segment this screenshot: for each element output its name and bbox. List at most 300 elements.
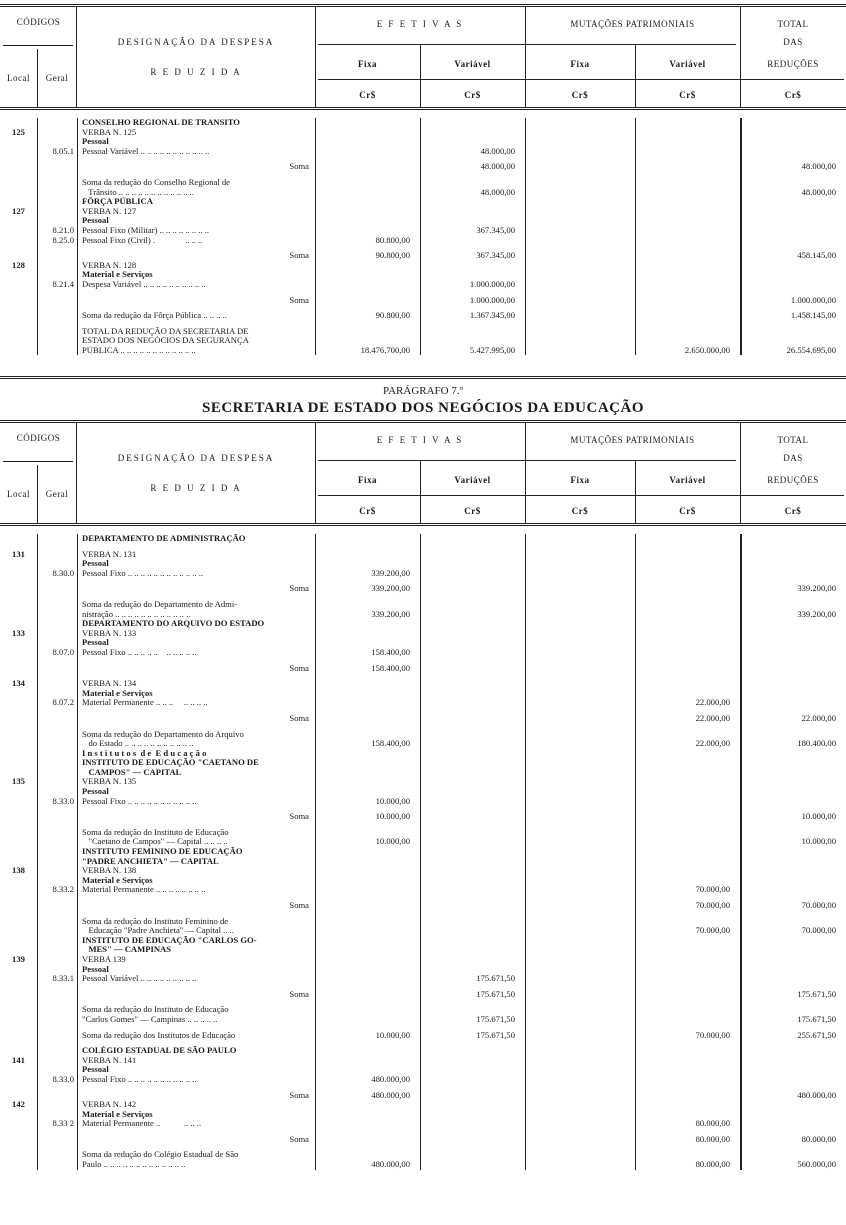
- efetivas-fixa-value: [315, 162, 420, 172]
- total-reducoes-value: 339.200,00: [740, 610, 846, 620]
- header-codigos: CÓDIGOS: [16, 433, 61, 443]
- mutacoes-fixa-value: [525, 739, 635, 749]
- designation: VERBA N. 131: [77, 550, 315, 560]
- mutacoes-variavel-value: [635, 749, 740, 759]
- header-reduzida: R E D U Z I D A: [150, 483, 242, 493]
- header-total: TOTAL: [777, 19, 809, 29]
- code-geral: 8.33.2: [37, 885, 77, 895]
- total-reducoes-value: [740, 866, 846, 876]
- efetivas-fixa-value: 480.000,00: [315, 1075, 420, 1085]
- mutacoes-fixa-value: [525, 648, 635, 658]
- code-geral: [37, 758, 77, 768]
- designation: Material e Serviços: [77, 1110, 315, 1120]
- code-geral: 8.07.0: [37, 648, 77, 658]
- mutacoes-fixa-value: [525, 188, 635, 198]
- table-row: [0, 730, 846, 740]
- efetivas-fixa-value: 480.000,00: [315, 1091, 420, 1101]
- mutacoes-fixa-value: [525, 787, 635, 797]
- header-mutacoes-variavel: Variável: [669, 475, 706, 485]
- total-reducoes-value: [740, 569, 846, 579]
- mutacoes-fixa-value: [525, 926, 635, 936]
- designation: Pessoal Fixo (Militar) .. .. .. .. .. .. .. ..: [77, 226, 315, 236]
- efetivas-variavel-value: [420, 1110, 525, 1120]
- mutacoes-variavel-value: [635, 261, 740, 271]
- table-row: [0, 857, 846, 867]
- code-local: [0, 296, 37, 306]
- total-reducoes-value: [740, 327, 846, 337]
- code-geral: [37, 787, 77, 797]
- designation: Pessoal: [77, 965, 315, 975]
- header-das: DAS: [783, 453, 803, 463]
- efetivas-variavel-value: [420, 336, 525, 346]
- efetivas-variavel-value: [420, 1046, 525, 1056]
- table-row: [0, 629, 846, 639]
- efetivas-fixa-value: [315, 619, 420, 629]
- table-row: [0, 236, 846, 246]
- designation: Pessoal: [77, 787, 315, 797]
- designation: Soma: [77, 901, 315, 911]
- total-reducoes-value: 70.000,00: [740, 901, 846, 911]
- efetivas-variavel-value: [420, 550, 525, 560]
- mutacoes-variavel-value: [635, 197, 740, 207]
- header-mutacoes: MUTAÇÕES PATRIMONIAIS: [570, 435, 695, 445]
- efetivas-fixa-value: [315, 638, 420, 648]
- mutacoes-variavel-value: [635, 955, 740, 965]
- code-local: [0, 188, 37, 198]
- code-geral: [37, 1110, 77, 1120]
- table-row: [0, 1075, 846, 1085]
- currency-label: Cr$: [464, 506, 481, 516]
- mutacoes-variavel-value: [635, 236, 740, 246]
- mutacoes-fixa-value: [525, 812, 635, 822]
- table-row: [0, 990, 846, 1000]
- code-geral: [37, 251, 77, 261]
- efetivas-variavel-value: [420, 610, 525, 620]
- mutacoes-fixa-value: [525, 965, 635, 975]
- table-row: [0, 1135, 846, 1145]
- efetivas-variavel-value: 48.000,00: [420, 162, 525, 172]
- efetivas-variavel-value: [420, 876, 525, 886]
- efetivas-variavel-value: [420, 857, 525, 867]
- code-local: [0, 917, 37, 927]
- efetivas-fixa-value: [315, 768, 420, 778]
- table-row: [0, 280, 846, 290]
- mutacoes-fixa-value: [525, 689, 635, 699]
- designation: INSTITUTO DE EDUCAÇÃO "CARLOS GO-: [77, 936, 315, 946]
- table-row: [0, 296, 846, 306]
- total-reducoes-value: [740, 128, 846, 138]
- mutacoes-fixa-value: [525, 768, 635, 778]
- code-local: [0, 847, 37, 857]
- code-local: 139: [12, 954, 25, 964]
- currency-label: Cr$: [784, 90, 802, 100]
- designation: MES" — CAMPINAS: [77, 945, 315, 955]
- total-reducoes-value: [740, 787, 846, 797]
- efetivas-fixa-value: [315, 679, 420, 689]
- mutacoes-variavel-value: [635, 917, 740, 927]
- designation: Pessoal Variável .. .. .. .. .. .. .. .. .. .. ..: [77, 147, 315, 157]
- total-reducoes-value: 48.000,00: [740, 188, 846, 198]
- table-row: [0, 689, 846, 699]
- code-local: [0, 768, 37, 778]
- table-body: [0, 526, 846, 1170]
- efetivas-variavel-value: [420, 945, 525, 955]
- efetivas-fixa-value: [315, 147, 420, 157]
- code-geral: [37, 945, 77, 955]
- efetivas-variavel-value: 367.345,00: [420, 226, 525, 236]
- mutacoes-fixa-value: [525, 137, 635, 147]
- code-geral: [37, 178, 77, 188]
- table-row: [0, 926, 846, 936]
- total-reducoes-value: [740, 600, 846, 610]
- mutacoes-fixa-value: [525, 1160, 635, 1170]
- efetivas-fixa-value: [315, 270, 420, 280]
- table-row: [0, 207, 846, 217]
- mutacoes-fixa-value: [525, 1100, 635, 1110]
- efetivas-fixa-value: [315, 550, 420, 560]
- mutacoes-fixa-value: [525, 749, 635, 759]
- efetivas-fixa-value: [315, 296, 420, 306]
- efetivas-fixa-value: [315, 926, 420, 936]
- code-local: [0, 1135, 37, 1145]
- efetivas-variavel-value: [420, 1119, 525, 1129]
- code-geral: [37, 270, 77, 280]
- code-geral: [37, 679, 77, 689]
- code-local: 142: [12, 1100, 25, 1110]
- designation: Soma: [77, 296, 315, 306]
- efetivas-fixa-value: [315, 336, 420, 346]
- designation: Pessoal Fixo .. .. .. .. .. .. .. .. .. .. .. ..: [77, 569, 315, 579]
- total-reducoes-value: [740, 118, 846, 128]
- mutacoes-variavel-value: [635, 847, 740, 857]
- table-row: [0, 901, 846, 911]
- code-local: [0, 619, 37, 629]
- efetivas-fixa-value: 90.800,00: [315, 251, 420, 261]
- code-local: [0, 147, 37, 157]
- mutacoes-variavel-value: [635, 990, 740, 1000]
- efetivas-variavel-value: [420, 749, 525, 759]
- designation: VERBA 139: [77, 955, 315, 965]
- table-row: [0, 619, 846, 629]
- mutacoes-fixa-value: [525, 1031, 635, 1041]
- designation: Soma: [77, 1135, 315, 1145]
- mutacoes-variavel-value: [635, 550, 740, 560]
- mutacoes-fixa-value: [525, 730, 635, 740]
- header-efetivas-variavel: Variável: [454, 475, 491, 485]
- mutacoes-fixa-value: [525, 901, 635, 911]
- total-reducoes-value: [740, 216, 846, 226]
- designation: Pessoal Fixo .. .. .. .. .. .. .. .. .. .. ..: [77, 1075, 315, 1085]
- header-total: TOTAL: [777, 435, 809, 445]
- code-local: [0, 698, 37, 708]
- mutacoes-variavel-value: [635, 584, 740, 594]
- code-geral: [37, 638, 77, 648]
- mutacoes-variavel-value: [635, 768, 740, 778]
- efetivas-fixa-value: 339.200,00: [315, 610, 420, 620]
- designation: Soma: [77, 664, 315, 674]
- efetivas-variavel-value: 367.345,00: [420, 251, 525, 261]
- code-local: [0, 1160, 37, 1170]
- efetivas-variavel-value: [420, 885, 525, 895]
- efetivas-variavel-value: 48.000,00: [420, 147, 525, 157]
- total-reducoes-value: 1.458.145,00: [740, 311, 846, 321]
- code-geral: [37, 534, 77, 544]
- designation: VERBA N. 142: [77, 1100, 315, 1110]
- total-reducoes-value: [740, 638, 846, 648]
- designation: FÔRÇA PÚBLICA: [77, 197, 315, 207]
- code-local: [0, 857, 37, 867]
- designation: Soma: [77, 990, 315, 1000]
- total-reducoes-value: [740, 689, 846, 699]
- designation: Pessoal: [77, 137, 315, 147]
- table-row: [0, 216, 846, 226]
- efetivas-variavel-value: [420, 828, 525, 838]
- total-reducoes-value: [740, 178, 846, 188]
- designation: VERBA N. 138: [77, 866, 315, 876]
- code-geral: 8.33 2: [37, 1119, 77, 1129]
- code-geral: [37, 828, 77, 838]
- code-local: [0, 1110, 37, 1120]
- total-reducoes-value: [740, 1110, 846, 1120]
- code-local: [0, 901, 37, 911]
- efetivas-fixa-value: [315, 1015, 420, 1025]
- mutacoes-fixa-value: [525, 1075, 635, 1085]
- mutacoes-variavel-value: [635, 251, 740, 261]
- mutacoes-fixa-value: [525, 955, 635, 965]
- mutacoes-variavel-value: 22.000,00: [635, 739, 740, 749]
- efetivas-variavel-value: [420, 1100, 525, 1110]
- mutacoes-variavel-value: [635, 866, 740, 876]
- code-local: [0, 758, 37, 768]
- efetivas-fixa-value: [315, 137, 420, 147]
- total-reducoes-value: [740, 207, 846, 217]
- table-row: [0, 1046, 846, 1056]
- code-local: [0, 664, 37, 674]
- designation: VERBA N. 141: [77, 1056, 315, 1066]
- efetivas-fixa-value: [315, 118, 420, 128]
- total-reducoes-value: [740, 758, 846, 768]
- efetivas-fixa-value: 158.400,00: [315, 664, 420, 674]
- code-local: [0, 926, 37, 936]
- designation: Soma da redução do Conselho Regional de: [77, 178, 315, 188]
- code-local: [0, 990, 37, 1000]
- efetivas-variavel-value: [420, 629, 525, 639]
- total-reducoes-value: [740, 236, 846, 246]
- code-geral: [37, 876, 77, 886]
- paragraph-title: PARÁGRAFO 7.º: [382, 385, 464, 397]
- table-row: [0, 261, 846, 271]
- code-local: [0, 1046, 37, 1056]
- table-row: [0, 885, 846, 895]
- code-geral: [37, 1056, 77, 1066]
- code-local: [0, 730, 37, 740]
- code-geral: 8.33.1: [37, 974, 77, 984]
- efetivas-variavel-value: [420, 1056, 525, 1066]
- designation: DEPARTAMENTO DE ADMINISTRAÇÃO: [77, 534, 315, 544]
- efetivas-fixa-value: 158.400,00: [315, 648, 420, 658]
- efetivas-fixa-value: [315, 714, 420, 724]
- designation: Material e Serviços: [77, 876, 315, 886]
- total-reducoes-value: 10.000,00: [740, 837, 846, 847]
- efetivas-variavel-value: [420, 600, 525, 610]
- mutacoes-variavel-value: [635, 936, 740, 946]
- table-row: [0, 917, 846, 927]
- efetivas-variavel-value: [420, 847, 525, 857]
- mutacoes-variavel-value: [635, 1150, 740, 1160]
- code-geral: [37, 261, 77, 271]
- mutacoes-fixa-value: [525, 936, 635, 946]
- code-geral: [37, 714, 77, 724]
- efetivas-fixa-value: [315, 974, 420, 984]
- code-geral: [37, 197, 77, 207]
- mutacoes-variavel-value: [635, 178, 740, 188]
- efetivas-variavel-value: [420, 236, 525, 246]
- total-reducoes-value: [740, 730, 846, 740]
- mutacoes-fixa-value: [525, 847, 635, 857]
- table-row: [0, 758, 846, 768]
- efetivas-fixa-value: [315, 1110, 420, 1120]
- table-row: [0, 550, 846, 560]
- code-geral: [37, 739, 77, 749]
- designation: Pessoal: [77, 216, 315, 226]
- total-reducoes-value: [740, 679, 846, 689]
- efetivas-fixa-value: [315, 828, 420, 838]
- mutacoes-fixa-value: [525, 1065, 635, 1075]
- designation: TOTAL DA REDUÇÃO DA SECRETARIA DE: [77, 327, 315, 337]
- designation: Soma da redução da Fôrça Pública .. .. .. ..: [77, 311, 315, 321]
- table-header: [0, 420, 846, 526]
- code-local: [0, 965, 37, 975]
- code-local: [0, 1119, 37, 1129]
- table-row: [0, 739, 846, 749]
- designation: ESTADO DOS NEGÓCIOS DA SEGURANÇA: [77, 336, 315, 346]
- designation: Educação "Padre Anchieta" — Capital .. ..: [77, 926, 315, 936]
- efetivas-fixa-value: [315, 990, 420, 1000]
- code-geral: [37, 812, 77, 822]
- code-geral: [37, 917, 77, 927]
- mutacoes-fixa-value: [525, 336, 635, 346]
- mutacoes-variavel-value: [635, 1046, 740, 1056]
- table-row: [0, 311, 846, 321]
- code-geral: [37, 730, 77, 740]
- code-local: 127: [12, 206, 25, 216]
- efetivas-variavel-value: 175.671,50: [420, 990, 525, 1000]
- efetivas-fixa-value: [315, 178, 420, 188]
- currency-label: Cr$: [571, 90, 589, 100]
- total-reducoes-value: [740, 664, 846, 674]
- header-geral: Geral: [45, 73, 69, 83]
- efetivas-variavel-value: [420, 955, 525, 965]
- code-geral: [37, 346, 77, 356]
- mutacoes-variavel-value: 70.000,00: [635, 926, 740, 936]
- code-local: [0, 797, 37, 807]
- designation: Soma da redução do Departamento de Admi-: [77, 600, 315, 610]
- efetivas-variavel-value: [420, 768, 525, 778]
- total-reducoes-value: [740, 955, 846, 965]
- total-reducoes-value: 80.000,00: [740, 1135, 846, 1145]
- mutacoes-fixa-value: [525, 917, 635, 927]
- efetivas-fixa-value: [315, 128, 420, 138]
- table-row: [0, 955, 846, 965]
- mutacoes-variavel-value: [635, 664, 740, 674]
- efetivas-variavel-value: 5.427.995,00: [420, 346, 525, 356]
- efetivas-fixa-value: [315, 1005, 420, 1015]
- designation: INSTITUTO DE EDUCAÇÃO "CAETANO DE: [77, 758, 315, 768]
- mutacoes-fixa-value: [525, 147, 635, 157]
- total-reducoes-value: [740, 336, 846, 346]
- total-reducoes-value: 180.400,00: [740, 739, 846, 749]
- code-local: [0, 1005, 37, 1015]
- total-reducoes-value: 48.000,00: [740, 162, 846, 172]
- table-row: [0, 610, 846, 620]
- designation: Material Permanente .. .. .. .. .. .. ..: [77, 698, 315, 708]
- mutacoes-variavel-value: 2.650.000,00: [635, 346, 740, 356]
- currency-label: Cr$: [359, 506, 376, 516]
- mutacoes-fixa-value: [525, 1150, 635, 1160]
- designation: Pessoal Fixo (Civil) . .. .. ..: [77, 236, 315, 246]
- header-designacao: DESIGNAÇÃO DA DESPESA: [117, 453, 275, 463]
- total-reducoes-value: [740, 270, 846, 280]
- table-row: [0, 1005, 846, 1015]
- mutacoes-variavel-value: [635, 147, 740, 157]
- mutacoes-fixa-value: [525, 885, 635, 895]
- efetivas-fixa-value: [315, 559, 420, 569]
- total-reducoes-value: [740, 648, 846, 658]
- code-geral: [37, 1046, 77, 1056]
- table-row: [0, 569, 846, 579]
- code-local: [0, 885, 37, 895]
- total-reducoes-value: 458.145,00: [740, 251, 846, 261]
- table-row: [0, 327, 846, 337]
- efetivas-fixa-value: 10.000,00: [315, 797, 420, 807]
- mutacoes-variavel-value: [635, 1005, 740, 1015]
- mutacoes-variavel-value: [635, 1110, 740, 1120]
- code-local: 125: [12, 127, 25, 137]
- currency-label: Cr$: [464, 90, 481, 100]
- table-row: [0, 128, 846, 138]
- mutacoes-fixa-value: [525, 1005, 635, 1015]
- mutacoes-fixa-value: [525, 261, 635, 271]
- table-row: [0, 828, 846, 838]
- code-geral: [37, 955, 77, 965]
- mutacoes-variavel-value: [635, 128, 740, 138]
- table-row: [0, 197, 846, 207]
- code-local: [0, 1075, 37, 1085]
- table-row: [0, 1150, 846, 1160]
- total-reducoes-value: [740, 550, 846, 560]
- table-row: [0, 749, 846, 759]
- table-row: [0, 147, 846, 157]
- mutacoes-fixa-value: [525, 128, 635, 138]
- efetivas-variavel-value: [420, 917, 525, 927]
- efetivas-fixa-value: [315, 698, 420, 708]
- designation: VERBA N. 133: [77, 629, 315, 639]
- efetivas-variavel-value: [420, 698, 525, 708]
- currency-label: Cr$: [679, 90, 696, 100]
- table-row: [0, 346, 846, 356]
- code-geral: [37, 847, 77, 857]
- total-reducoes-value: [740, 559, 846, 569]
- currency-label: Cr$: [359, 90, 376, 100]
- efetivas-fixa-value: [315, 1135, 420, 1145]
- designation: COLÉGIO ESTADUAL DE SÃO PAULO: [77, 1046, 315, 1056]
- code-local: [0, 346, 37, 356]
- mutacoes-variavel-value: [635, 619, 740, 629]
- code-geral: 8.07.2: [37, 698, 77, 708]
- efetivas-variavel-value: [420, 137, 525, 147]
- efetivas-fixa-value: [315, 857, 420, 867]
- mutacoes-variavel-value: 80.000,00: [635, 1135, 740, 1145]
